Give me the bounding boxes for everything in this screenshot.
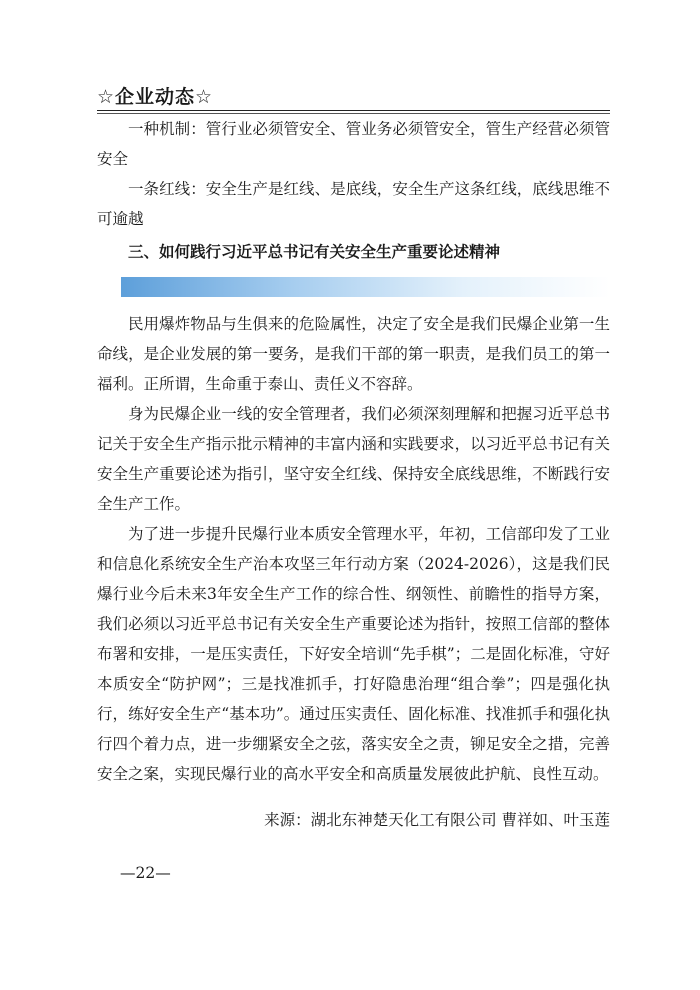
header-rule bbox=[97, 110, 610, 111]
body-paragraph: 身为民爆企业一线的安全管理者，我们必须深刻理解和把握习近平总书记关于安全生产指示批示精神的丰富内涵和实践要求，以习近平总书记有关安全生产重要论述为指引，坚守安全红线、保持安全底线思维，不断践行安全生产工作。 bbox=[97, 405, 610, 513]
intro-paragraph: 一条红线：安全生产是红线、是底线，安全生产这条红线，底线思维不可逾越 bbox=[97, 180, 610, 228]
source-attribution: 来源：湖北东神楚天化工有限公司 曹祥如、叶玉莲 bbox=[264, 811, 610, 829]
section-header: ☆企业动态☆ bbox=[97, 86, 214, 108]
article-body bbox=[97, 114, 610, 835]
body-paragraph: 为了进一步提升民爆行业本质安全管理水平，年初，工信部印发了工业和信息化系统安全生产治本攻坚三年行动方案（2024-2026），这是我们民爆行业今后未来3年安全生产工作的综合性、纲领性、前瞻性的指导方案，我们必须以习近平总书记有关安全生产重要论述为指针，按照工信部的整体布署和安排，一是压实责任，下好安全培训“先手棋”；二是固化标准，守好本质安全“防护网”；三是找准抓手，打好隐患治理“组合拳”；四是强化执行，练好安全生产“基本功”。通过压实责任、固化标准、找准抓手和强化执行四个着力点，进一步绷紧安全之弦，落实安全之责，铆足安全之措，完善安全之案，实现民爆行业的高水平安全和高质量发展彼此护航、良性互动。 bbox=[97, 525, 610, 783]
body-paragraph: 民用爆炸物品与生俱来的危险属性，决定了安全是我们民爆企业第一生命线，是企业发展的第一要务，是我们干部的第一职责，是我们员工的第一福利。正所谓，生命重于泰山、责任义不容辞。 bbox=[97, 315, 610, 393]
page-number: —22— bbox=[120, 864, 171, 882]
intro-paragraph: 一种机制：管行业必须管安全、管业务必须管安全，管生产经营必须管安全 bbox=[97, 120, 610, 168]
decorative-gradient-bar bbox=[121, 277, 610, 297]
section-title: 三、如何践行习近平总书记有关安全生产重要论述精神 bbox=[128, 243, 501, 261]
